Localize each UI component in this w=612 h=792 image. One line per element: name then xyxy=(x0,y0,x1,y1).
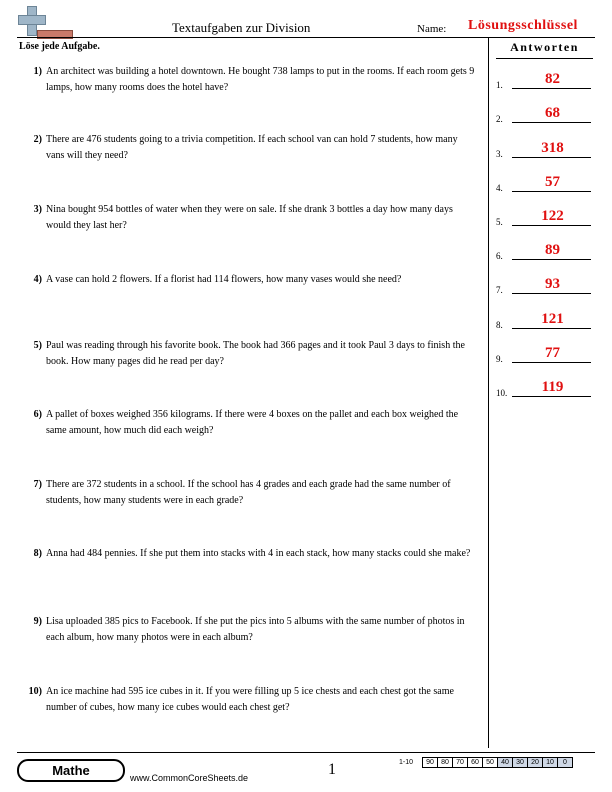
answer-value: 119 xyxy=(541,379,564,395)
problem-number: 7) xyxy=(33,479,42,490)
score-cell: 40 xyxy=(497,757,513,768)
answer-6 xyxy=(496,242,593,262)
header-divider xyxy=(17,37,595,38)
score-cell: 70 xyxy=(452,757,468,768)
problem-text: Paul was reading through his favorite book. The book had 366 pages and it took Paul 3 days to finish the book. How many pages did he read per day? xyxy=(46,340,465,367)
problem-number: 2) xyxy=(33,134,42,145)
score-cell: 10 xyxy=(542,757,558,768)
brand-url: www.CommonCoreSheets.de xyxy=(130,773,249,783)
problem-number: 4) xyxy=(33,274,42,285)
problem-number: 1) xyxy=(33,66,42,77)
score-cell: 60 xyxy=(467,757,483,768)
problem-number: 5) xyxy=(33,340,42,351)
answer-9 xyxy=(496,345,593,365)
answer-index: 10. xyxy=(496,388,508,398)
name-label: Name: xyxy=(417,23,447,35)
footer-divider xyxy=(17,752,595,753)
answer-index: 6. xyxy=(496,251,503,261)
answer-index: 9. xyxy=(496,354,503,364)
page-number: 1 xyxy=(328,761,336,778)
column-divider xyxy=(488,38,489,748)
answer-index: 7. xyxy=(496,285,503,295)
score-cell: 0 xyxy=(557,757,573,768)
answer-4 xyxy=(496,174,593,194)
score-cell: 90 xyxy=(422,757,438,768)
problem-text: There are 372 students in a school. If the school has 4 grades and each grade had the same number of students, how many students were in each grade? xyxy=(46,479,451,506)
problem-text: Lisa uploaded 385 pics to Facebook. If she put the pics into 5 albums with the same number of photos in each album, how many photos were in each album? xyxy=(46,616,465,643)
score-cell: 80 xyxy=(437,757,453,768)
problem-text: A vase can hold 2 flowers. If a florist had 114 flowers, how many vases would she need? xyxy=(46,274,402,285)
answer-index: 1. xyxy=(496,80,503,90)
answer-value: 82 xyxy=(545,71,560,87)
problem-number: 10) xyxy=(28,686,42,697)
answer-3 xyxy=(496,140,593,160)
problem-text: An ice machine had 595 ice cubes in it. If you were filling up 5 ice chests and each chest got the same number of cubes, how many ice cubes would each chest get? xyxy=(46,686,454,713)
answer-index: 5. xyxy=(496,217,503,227)
answer-key-label: Lösungsschlüssel xyxy=(468,18,578,33)
answer-2 xyxy=(496,105,593,125)
answer-value: 57 xyxy=(545,174,560,190)
answer-index: 8. xyxy=(496,320,503,330)
answer-index: 2. xyxy=(496,114,503,124)
answer-value: 318 xyxy=(541,140,564,156)
answers-title: Antworten xyxy=(510,40,579,54)
answer-7 xyxy=(496,276,593,296)
answers-header xyxy=(496,40,593,58)
problem-number: 6) xyxy=(33,409,42,420)
answer-index: 4. xyxy=(496,183,503,193)
score-range-label: 1-10 xyxy=(399,759,414,766)
score-cell: 30 xyxy=(512,757,528,768)
answer-value: 122 xyxy=(541,208,564,224)
problem-text: There are 476 students going to a trivia competition. If each school van can hold 7 students, how many vans will they need? xyxy=(46,134,458,161)
problem-number: 3) xyxy=(33,204,42,215)
answer-index: 3. xyxy=(496,149,503,159)
problem-text: Nina bought 954 bottles of water when they were on sale. If she drank 3 bottles a day how many days would they last her? xyxy=(46,204,453,231)
instructions: Löse jede Aufgabe. xyxy=(19,41,100,52)
brand-badge: Mathe xyxy=(17,759,125,782)
answer-value: 89 xyxy=(545,242,560,258)
score-table xyxy=(399,757,573,768)
answer-10 xyxy=(496,379,593,399)
problem-text: A pallet of boxes weighed 356 kilograms. If there were 4 boxes on the pallet and each box weighed the same amount, how much did each weigh? xyxy=(46,409,459,436)
worksheet-title: Textaufgaben zur Division xyxy=(172,20,311,35)
problem-text: Anna had 484 pennies. If she put them into stacks with 4 in each stack, how many stacks could she make? xyxy=(46,548,471,559)
answer-value: 93 xyxy=(545,276,560,292)
answer-value: 121 xyxy=(541,311,564,327)
answer-8 xyxy=(496,311,593,331)
problem-number: 9) xyxy=(33,616,42,627)
answer-5 xyxy=(496,208,593,228)
score-cell: 20 xyxy=(527,757,543,768)
problem-number: 8) xyxy=(33,548,42,559)
answer-value: 68 xyxy=(545,105,560,121)
answer-1 xyxy=(496,71,593,91)
problem-text: An architect was building a hotel downtown. He bought 738 lamps to put in the rooms. If each room gets 9 lamps, how many rooms does the hotel have? xyxy=(46,66,475,93)
score-cell: 50 xyxy=(482,757,498,768)
plus-logo-icon xyxy=(17,6,55,38)
answer-value: 77 xyxy=(545,345,560,361)
